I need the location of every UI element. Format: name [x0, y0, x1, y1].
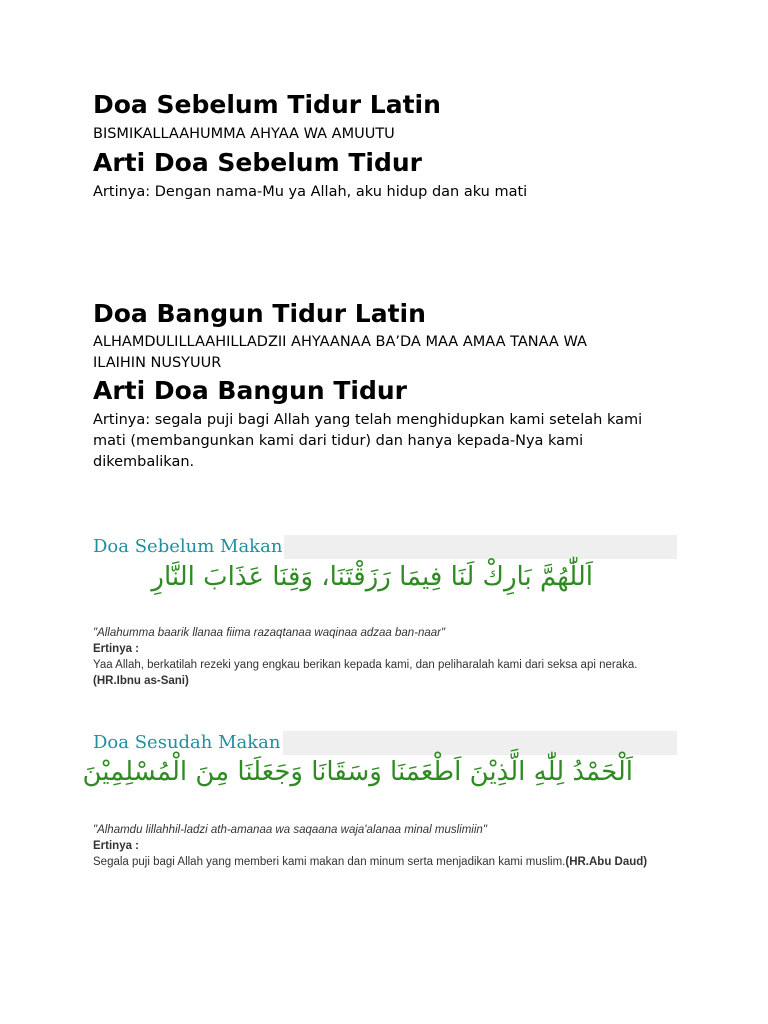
meaning-doa-sebelum-tidur: Artinya: Dengan nama-Mu ya Allah, aku hidup dan aku mati — [93, 184, 528, 200]
latin-doa-sebelum-tidur: BISMIKALLAAHUMMA AHYAA WA AMUUTU — [93, 126, 395, 142]
ertinya-label-sebelum-makan: Ertinya : — [93, 643, 140, 655]
title-bar-doa-sesudah-makan — [93, 731, 677, 755]
latin-doa-bangun-tidur: ALHAMDULILLAAHILLADZII AHYAANAA BA’DA MAA AMAA TANAA WA ILAIHIN NUSYUUR — [93, 334, 587, 371]
transliteration-doa-sesudah-makan: "Alhamdu lillahhil-ladzi ath-amanaa wa saqaana waja'alanaa minal muslimiin" — [93, 824, 487, 836]
arabic-doa-sesudah-makan: اَلْحَمْدُ لِلّٰهِ الَّذِيْنَ اَطْعَمَنَا وَسَقَانَا وَجَعَلَنَا مِنَ الْمُسْلِمِيْنَ — [82, 757, 633, 787]
source-sebelum-makan: (HR.Ibnu as-Sani) — [93, 675, 189, 687]
heading-arti-doa-sebelum-tidur: Arti Doa Sebelum Tidur — [93, 148, 422, 177]
source-sesudah-makan: (HR.Abu Daud) — [565, 856, 648, 868]
ertinya-label-sesudah-makan: Ertinya : — [93, 840, 140, 852]
meaning-doa-sesudah-makan — [93, 854, 683, 870]
title-doa-sebelum-makan: Doa Sebelum Makan — [93, 536, 283, 557]
transliteration-doa-sebelum-makan: "Allahumma baarik llanaa fiima razaqtanaa waqinaa adzaa ban-naar" — [93, 627, 446, 639]
meaning-doa-bangun-tidur: Artinya: segala puji bagi Allah yang telah menghidupkan kami setelah kami mati (membangunkan kami dari tidur) dan hanya kepada-Nya kami dikembalikan. — [93, 412, 643, 470]
title-doa-sesudah-makan: Doa Sesudah Makan — [93, 732, 281, 753]
title-bar-doa-sebelum-makan — [93, 535, 677, 559]
heading-arti-doa-bangun-tidur: Arti Doa Bangun Tidur — [93, 376, 407, 405]
arabic-doa-sebelum-makan: اَللّٰهُمَّ بَارِكْ لَنَا فِيمَا رَزَقْتَنَا، وَقِنَا عَذَابَ النَّارِ — [151, 562, 593, 592]
heading-doa-bangun-tidur-latin: Doa Bangun Tidur Latin — [93, 299, 426, 328]
meaning-text-sebelum-makan: Yaa Allah, berkatilah rezeki yang engkau berikan kepada kami, dan peliharalah kami dari seksa api neraka. — [93, 659, 638, 671]
meaning-doa-sebelum-makan — [93, 657, 683, 689]
heading-doa-sebelum-tidur-latin: Doa Sebelum Tidur Latin — [93, 90, 441, 119]
meaning-text-sesudah-makan: Segala puji bagi Allah yang memberi kami makan dan minum serta menjadikan kami muslim. — [93, 856, 566, 868]
